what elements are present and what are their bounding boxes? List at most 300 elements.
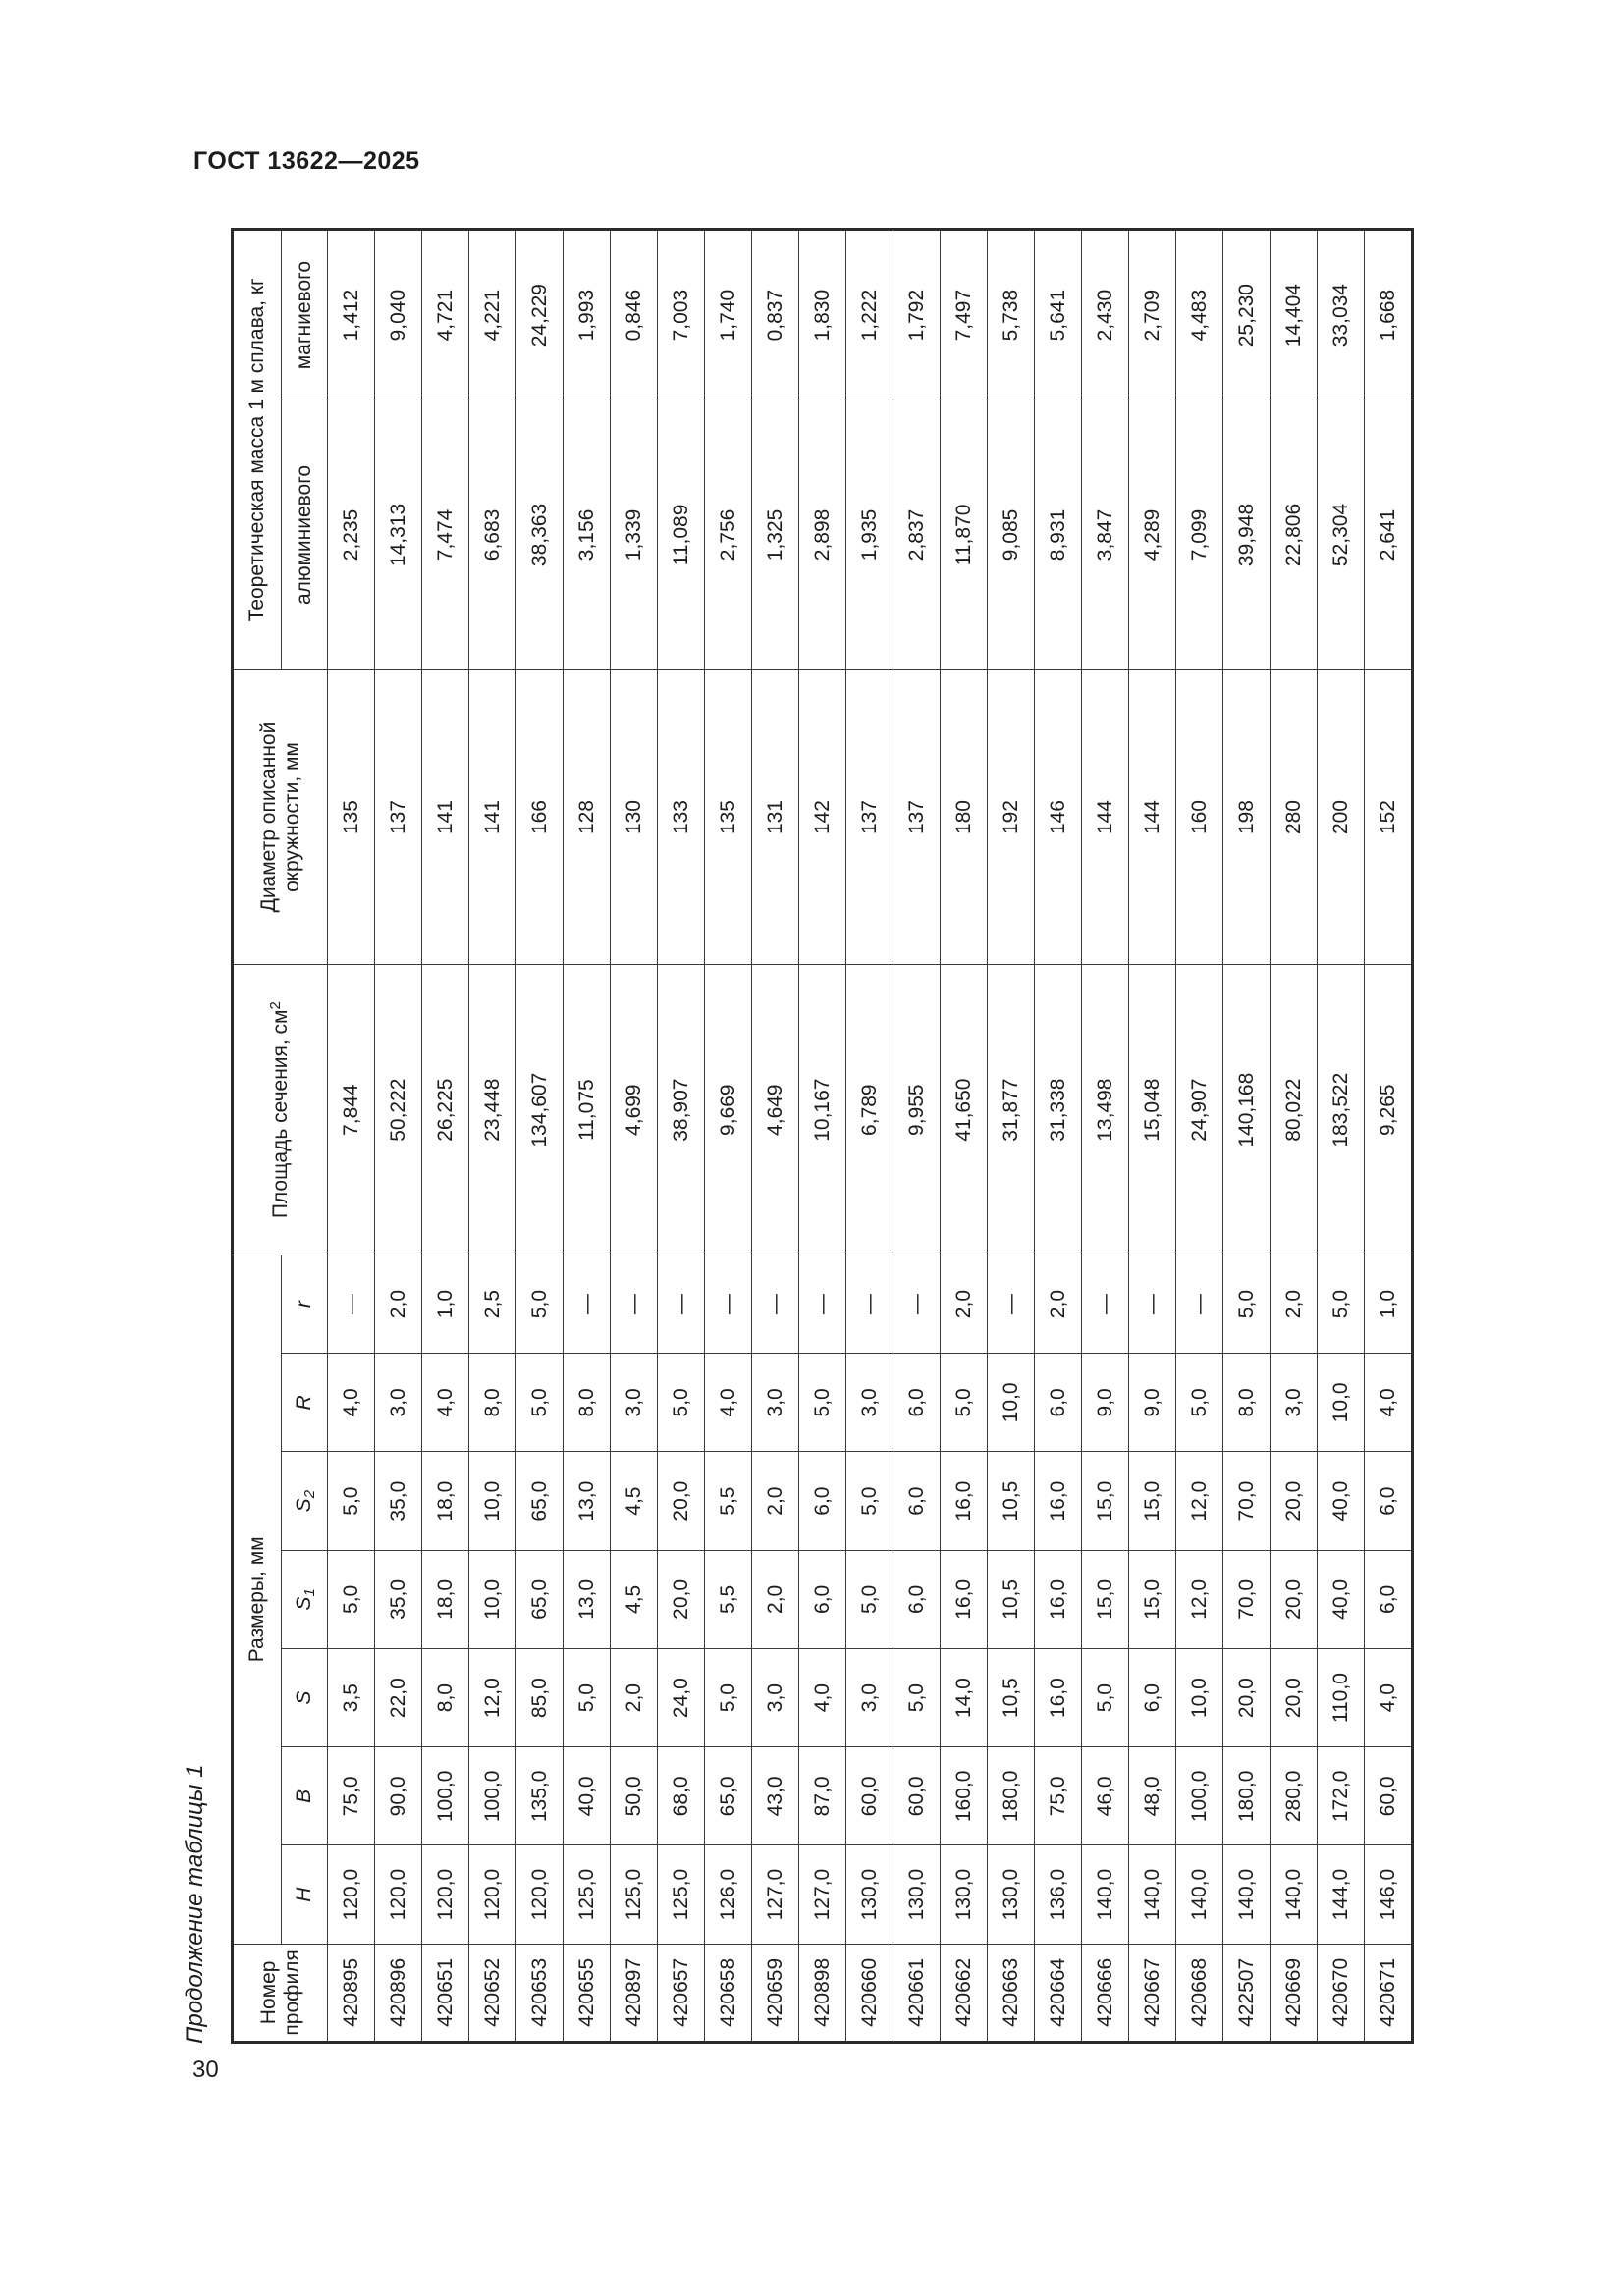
cell-S2: 6,0 [893, 1452, 941, 1550]
cell-S1: 2,0 [752, 1550, 799, 1648]
cell-R: 9,0 [1082, 1354, 1129, 1452]
cell-S: 20,0 [1271, 1649, 1318, 1747]
cell-H: 125,0 [658, 1845, 705, 1944]
table-row [328, 230, 375, 2043]
cell-S1: 20,0 [658, 1550, 705, 1648]
cell-S2: 20,0 [658, 1452, 705, 1550]
header-S1: $S_1$ [282, 1550, 328, 1648]
cell-al: 7,099 [1176, 400, 1223, 669]
cell-diameter: 192 [988, 669, 1035, 965]
cell-area: 9,955 [893, 965, 941, 1255]
rotated-table-block [165, 228, 1495, 2044]
cell-R: 4,0 [328, 1354, 375, 1452]
cell-S: 12,0 [469, 1649, 516, 1747]
cell-H: 136,0 [1035, 1845, 1082, 1944]
cell-B: 60,0 [893, 1747, 941, 1845]
cell-profile: 420651 [422, 1944, 469, 2042]
cell-r: 1,0 [422, 1255, 469, 1353]
cell-R: 5,0 [658, 1354, 705, 1452]
cell-R: 8,0 [564, 1354, 611, 1452]
cell-S2: 6,0 [1365, 1452, 1413, 1550]
cell-diameter: 131 [752, 669, 799, 965]
cell-R: 8,0 [1223, 1354, 1271, 1452]
cell-area: 38,907 [658, 965, 705, 1255]
cell-mg: 1,993 [564, 230, 611, 400]
cell-area: 41,650 [941, 965, 988, 1255]
cell-H: 130,0 [941, 1845, 988, 1944]
cell-mg: 4,721 [422, 230, 469, 400]
cell-R: 6,0 [893, 1354, 941, 1452]
cell-H: 130,0 [846, 1845, 893, 1944]
cell-S1: 6,0 [893, 1550, 941, 1648]
table-caption: Продолжение таблицы 1 [182, 1764, 208, 2044]
table-row [658, 230, 705, 2043]
cell-al: 4,289 [1129, 400, 1176, 669]
cell-area: 11,075 [564, 965, 611, 1255]
cell-S: 24,0 [658, 1649, 705, 1747]
cell-al: 1,935 [846, 400, 893, 669]
cell-H: 120,0 [375, 1845, 422, 1944]
cell-mg: 1,792 [893, 230, 941, 400]
cell-al: 11,870 [941, 400, 988, 669]
cell-B: 100,0 [422, 1747, 469, 1845]
cell-R: 3,0 [375, 1354, 422, 1452]
cell-profile: 420664 [1035, 1944, 1082, 2042]
cell-S1: 15,0 [1129, 1550, 1176, 1648]
header-r: r [282, 1255, 328, 1353]
cell-S1: 70,0 [1223, 1550, 1271, 1648]
cell-B: 100,0 [1176, 1747, 1223, 1845]
table-row [1035, 230, 1082, 2043]
cell-H: 125,0 [564, 1845, 611, 1944]
cell-S1: 13,0 [564, 1550, 611, 1648]
cell-diameter: 141 [422, 669, 469, 965]
header-area: Площадь сечения, $см^2$ [233, 965, 328, 1255]
cell-diameter: 146 [1035, 669, 1082, 965]
cell-area: 13,498 [1082, 965, 1129, 1255]
cell-B: 75,0 [1035, 1747, 1082, 1845]
cell-al: 8,931 [1035, 400, 1082, 669]
cell-area: 6,789 [846, 965, 893, 1255]
cell-profile: 420897 [611, 1944, 658, 2042]
cell-diameter: 144 [1129, 669, 1176, 965]
cell-profile: 420658 [705, 1944, 752, 2042]
cell-R: 10,0 [988, 1354, 1035, 1452]
cell-al: 1,325 [752, 400, 799, 669]
cell-S: 3,0 [752, 1649, 799, 1747]
cell-S1: 10,5 [988, 1550, 1035, 1648]
cell-H: 140,0 [1082, 1845, 1129, 1944]
cell-S1: 6,0 [799, 1550, 846, 1648]
table-row [752, 230, 799, 2043]
table-row [422, 230, 469, 2043]
cell-area: 7,844 [328, 965, 375, 1255]
cell-R: 5,0 [1176, 1354, 1223, 1452]
cell-S1: 65,0 [516, 1550, 564, 1648]
cell-S: 14,0 [941, 1649, 988, 1747]
cell-B: 48,0 [1129, 1747, 1176, 1845]
cell-B: 90,0 [375, 1747, 422, 1845]
cell-area: 183,522 [1318, 965, 1365, 1255]
cell-al: 7,474 [422, 400, 469, 669]
table-row [1271, 230, 1318, 2043]
cell-area: 9,265 [1365, 965, 1413, 1255]
cell-R: 6,0 [1035, 1354, 1082, 1452]
cell-mg: 2,430 [1082, 230, 1129, 400]
table-row [1082, 230, 1129, 2043]
cell-mg: 1,668 [1365, 230, 1413, 400]
cell-S: 5,0 [893, 1649, 941, 1747]
cell-al: 2,837 [893, 400, 941, 669]
cell-H: 127,0 [799, 1845, 846, 1944]
cell-B: 75,0 [328, 1747, 375, 1845]
cell-diameter: 152 [1365, 669, 1413, 965]
cell-area: 134,607 [516, 965, 564, 1255]
cell-al: 22,806 [1271, 400, 1318, 669]
cell-S: 5,0 [564, 1649, 611, 1747]
cell-B: 60,0 [846, 1747, 893, 1845]
cell-al: 2,756 [705, 400, 752, 669]
cell-B: 40,0 [564, 1747, 611, 1845]
cell-S: 85,0 [516, 1649, 564, 1747]
cell-S1: 16,0 [1035, 1550, 1082, 1648]
cell-S1: 5,5 [705, 1550, 752, 1648]
cell-diameter: 128 [564, 669, 611, 965]
table-row [564, 230, 611, 2043]
cell-S1: 35,0 [375, 1550, 422, 1648]
cell-r: — [988, 1255, 1035, 1353]
cell-H: 126,0 [705, 1845, 752, 1944]
cell-area: 4,699 [611, 965, 658, 1255]
header-S2: $S_2$ [282, 1452, 328, 1550]
cell-diameter: 166 [516, 669, 564, 965]
cell-mg: 4,221 [469, 230, 516, 400]
cell-mg: 1,222 [846, 230, 893, 400]
cell-S2: 5,5 [705, 1452, 752, 1550]
cell-area: 23,448 [469, 965, 516, 1255]
cell-S2: 10,5 [988, 1452, 1035, 1550]
cell-r: — [799, 1255, 846, 1353]
profiles-table [231, 228, 1414, 2044]
cell-S2: 10,0 [469, 1452, 516, 1550]
cell-profile: 420671 [1365, 1944, 1413, 2042]
cell-diameter: 137 [846, 669, 893, 965]
cell-diameter: 142 [799, 669, 846, 965]
cell-area: 80,022 [1271, 965, 1318, 1255]
cell-S2: 6,0 [799, 1452, 846, 1550]
cell-r: — [328, 1255, 375, 1353]
cell-S: 8,0 [422, 1649, 469, 1747]
cell-S: 3,5 [328, 1649, 375, 1747]
cell-r: — [893, 1255, 941, 1353]
cell-al: 38,363 [516, 400, 564, 669]
cell-S: 10,5 [988, 1649, 1035, 1747]
cell-S: 5,0 [705, 1649, 752, 1747]
cell-S: 6,0 [1129, 1649, 1176, 1747]
cell-R: 10,0 [1318, 1354, 1365, 1452]
cell-al: 3,156 [564, 400, 611, 669]
cell-area: 24,907 [1176, 965, 1223, 1255]
cell-profile: 420666 [1082, 1944, 1129, 2042]
cell-S: 110,0 [1318, 1649, 1365, 1747]
cell-B: 60,0 [1365, 1747, 1413, 1845]
cell-S1: 20,0 [1271, 1550, 1318, 1648]
cell-diameter: 280 [1271, 669, 1318, 965]
cell-S: 3,0 [846, 1649, 893, 1747]
cell-S: 10,0 [1176, 1649, 1223, 1747]
table-row [705, 230, 752, 2043]
cell-B: 100,0 [469, 1747, 516, 1845]
cell-area: 9,669 [705, 965, 752, 1255]
cell-R: 4,0 [1365, 1354, 1413, 1452]
cell-S2: 4,5 [611, 1452, 658, 1550]
cell-r: 5,0 [1318, 1255, 1365, 1353]
header-dimensions: Размеры, мм [233, 1255, 282, 1944]
cell-H: 130,0 [893, 1845, 941, 1944]
cell-diameter: 133 [658, 669, 705, 965]
cell-profile: 422507 [1223, 1944, 1271, 2042]
cell-area: 26,225 [422, 965, 469, 1255]
cell-profile: 420659 [752, 1944, 799, 2042]
cell-R: 3,0 [752, 1354, 799, 1452]
cell-diameter: 198 [1223, 669, 1271, 965]
cell-profile: 420663 [988, 1944, 1035, 2042]
cell-area: 15,048 [1129, 965, 1176, 1255]
cell-R: 4,0 [422, 1354, 469, 1452]
cell-al: 6,683 [469, 400, 516, 669]
header-B: B [282, 1747, 328, 1845]
cell-area: 10,167 [799, 965, 846, 1255]
cell-S: 16,0 [1035, 1649, 1082, 1747]
cell-mg: 7,497 [941, 230, 988, 400]
table-row [1223, 230, 1271, 2043]
document-code: ГОСТ 13622—2025 [193, 147, 420, 175]
cell-S2: 18,0 [422, 1452, 469, 1550]
cell-area: 31,338 [1035, 965, 1082, 1255]
cell-S2: 5,0 [328, 1452, 375, 1550]
cell-profile: 420669 [1271, 1944, 1318, 2042]
table-row [893, 230, 941, 2043]
cell-mg: 7,003 [658, 230, 705, 400]
cell-R: 9,0 [1129, 1354, 1176, 1452]
cell-profile: 420652 [469, 1944, 516, 2042]
table-row [988, 230, 1035, 2043]
cell-R: 3,0 [1271, 1354, 1318, 1452]
cell-S2: 15,0 [1082, 1452, 1129, 1550]
table-body [328, 230, 1413, 2043]
cell-S2: 35,0 [375, 1452, 422, 1550]
cell-S1: 12,0 [1176, 1550, 1223, 1648]
cell-H: 120,0 [328, 1845, 375, 1944]
cell-B: 65,0 [705, 1747, 752, 1845]
header-mass: Теоретическая масса 1 м сплава, кг [233, 230, 282, 670]
cell-R: 4,0 [705, 1354, 752, 1452]
table-row [941, 230, 988, 2043]
cell-S1: 6,0 [1365, 1550, 1413, 1648]
cell-H: 140,0 [1129, 1845, 1176, 1944]
cell-mg: 9,040 [375, 230, 422, 400]
table-row [1129, 230, 1176, 2043]
cell-diameter: 137 [375, 669, 422, 965]
cell-B: 68,0 [658, 1747, 705, 1845]
header-mass-magnesium: магниевого [282, 230, 328, 400]
cell-B: 46,0 [1082, 1747, 1129, 1845]
cell-profile: 420668 [1176, 1944, 1223, 2042]
cell-S1: 4,5 [611, 1550, 658, 1648]
cell-H: 140,0 [1223, 1845, 1271, 1944]
cell-profile: 420662 [941, 1944, 988, 2042]
cell-H: 144,0 [1318, 1845, 1365, 1944]
header-mass-aluminum: алюминиевого [282, 400, 328, 669]
cell-r: — [1176, 1255, 1223, 1353]
cell-S1: 5,0 [328, 1550, 375, 1648]
cell-r: — [564, 1255, 611, 1353]
cell-H: 140,0 [1271, 1845, 1318, 1944]
cell-R: 5,0 [799, 1354, 846, 1452]
cell-r: — [752, 1255, 799, 1353]
cell-al: 11,089 [658, 400, 705, 669]
cell-S2: 12,0 [1176, 1452, 1223, 1550]
cell-mg: 1,740 [705, 230, 752, 400]
cell-S2: 65,0 [516, 1452, 564, 1550]
cell-S: 2,0 [611, 1649, 658, 1747]
cell-mg: 24,229 [516, 230, 564, 400]
cell-H: 127,0 [752, 1845, 799, 1944]
cell-mg: 2,709 [1129, 230, 1176, 400]
cell-profile: 420660 [846, 1944, 893, 2042]
cell-B: 160,0 [941, 1747, 988, 1845]
cell-S2: 16,0 [1035, 1452, 1082, 1550]
cell-r: 2,5 [469, 1255, 516, 1353]
cell-S2: 16,0 [941, 1452, 988, 1550]
cell-S1: 40,0 [1318, 1550, 1365, 1648]
cell-mg: 14,404 [1271, 230, 1318, 400]
table-row [1365, 230, 1413, 2043]
cell-profile: 420661 [893, 1944, 941, 2042]
cell-mg: 0,846 [611, 230, 658, 400]
cell-S: 4,0 [1365, 1649, 1413, 1747]
cell-S2: 70,0 [1223, 1452, 1271, 1550]
cell-area: 4,649 [752, 965, 799, 1255]
cell-diameter: 141 [469, 669, 516, 965]
cell-r: 2,0 [941, 1255, 988, 1353]
cell-r: — [1129, 1255, 1176, 1353]
cell-al: 2,641 [1365, 400, 1413, 669]
page-number: 30 [192, 2056, 219, 2083]
cell-H: 130,0 [988, 1845, 1035, 1944]
cell-area: 50,222 [375, 965, 422, 1255]
header-diameter: Диаметр описанной окружности, мм [233, 669, 328, 965]
cell-B: 180,0 [988, 1747, 1035, 1845]
header-S: S [282, 1649, 328, 1747]
header-H: H [282, 1845, 328, 1944]
cell-profile: 420655 [564, 1944, 611, 2042]
cell-mg: 0,837 [752, 230, 799, 400]
cell-H: 120,0 [469, 1845, 516, 1944]
cell-mg: 1,412 [328, 230, 375, 400]
cell-area: 140,168 [1223, 965, 1271, 1255]
cell-al: 3,847 [1082, 400, 1129, 669]
cell-B: 172,0 [1318, 1747, 1365, 1845]
cell-B: 43,0 [752, 1747, 799, 1845]
cell-r: — [705, 1255, 752, 1353]
cell-S2: 5,0 [846, 1452, 893, 1550]
cell-S: 4,0 [799, 1649, 846, 1747]
cell-B: 50,0 [611, 1747, 658, 1845]
cell-r: 2,0 [375, 1255, 422, 1353]
cell-B: 135,0 [516, 1747, 564, 1845]
cell-B: 280,0 [1271, 1747, 1318, 1845]
cell-S1: 18,0 [422, 1550, 469, 1648]
cell-S: 5,0 [1082, 1649, 1129, 1747]
header-R: R [282, 1354, 328, 1452]
table-row [799, 230, 846, 2043]
table-row [1176, 230, 1223, 2043]
cell-B: 87,0 [799, 1747, 846, 1845]
cell-area: 31,877 [988, 965, 1035, 1255]
table-row [516, 230, 564, 2043]
cell-S: 22,0 [375, 1649, 422, 1747]
cell-r: 1,0 [1365, 1255, 1413, 1353]
cell-r: — [658, 1255, 705, 1353]
cell-B: 180,0 [1223, 1747, 1271, 1845]
cell-diameter: 144 [1082, 669, 1129, 965]
cell-r: 2,0 [1035, 1255, 1082, 1353]
cell-diameter: 160 [1176, 669, 1223, 965]
cell-profile: 420657 [658, 1944, 705, 2042]
cell-al: 14,313 [375, 400, 422, 669]
cell-S2: 20,0 [1271, 1452, 1318, 1550]
cell-r: 5,0 [516, 1255, 564, 1353]
cell-al: 52,304 [1318, 400, 1365, 669]
cell-profile: 420896 [375, 1944, 422, 2042]
cell-profile: 420895 [328, 1944, 375, 2042]
cell-S: 20,0 [1223, 1649, 1271, 1747]
cell-S2: 13,0 [564, 1452, 611, 1550]
cell-H: 120,0 [422, 1845, 469, 1944]
cell-H: 125,0 [611, 1845, 658, 1944]
cell-mg: 33,034 [1318, 230, 1365, 400]
cell-r: — [1082, 1255, 1129, 1353]
cell-diameter: 180 [941, 669, 988, 965]
cell-r: — [846, 1255, 893, 1353]
cell-S1: 5,0 [846, 1550, 893, 1648]
cell-H: 120,0 [516, 1845, 564, 1944]
cell-R: 3,0 [846, 1354, 893, 1452]
cell-r: 2,0 [1271, 1255, 1318, 1353]
cell-diameter: 130 [611, 669, 658, 965]
header-profile-number: Номер профиля [233, 1944, 328, 2042]
cell-R: 5,0 [941, 1354, 988, 1452]
cell-al: 2,235 [328, 400, 375, 669]
cell-mg: 5,641 [1035, 230, 1082, 400]
cell-S2: 15,0 [1129, 1452, 1176, 1550]
table-row [469, 230, 516, 2043]
table-row [1318, 230, 1365, 2043]
table-row [375, 230, 422, 2043]
cell-al: 1,339 [611, 400, 658, 669]
table-row [611, 230, 658, 2043]
cell-diameter: 135 [705, 669, 752, 965]
cell-al: 9,085 [988, 400, 1035, 669]
cell-R: 3,0 [611, 1354, 658, 1452]
cell-diameter: 135 [328, 669, 375, 965]
cell-S1: 15,0 [1082, 1550, 1129, 1648]
cell-R: 8,0 [469, 1354, 516, 1452]
cell-r: 5,0 [1223, 1255, 1271, 1353]
cell-S1: 16,0 [941, 1550, 988, 1648]
cell-mg: 4,483 [1176, 230, 1223, 400]
